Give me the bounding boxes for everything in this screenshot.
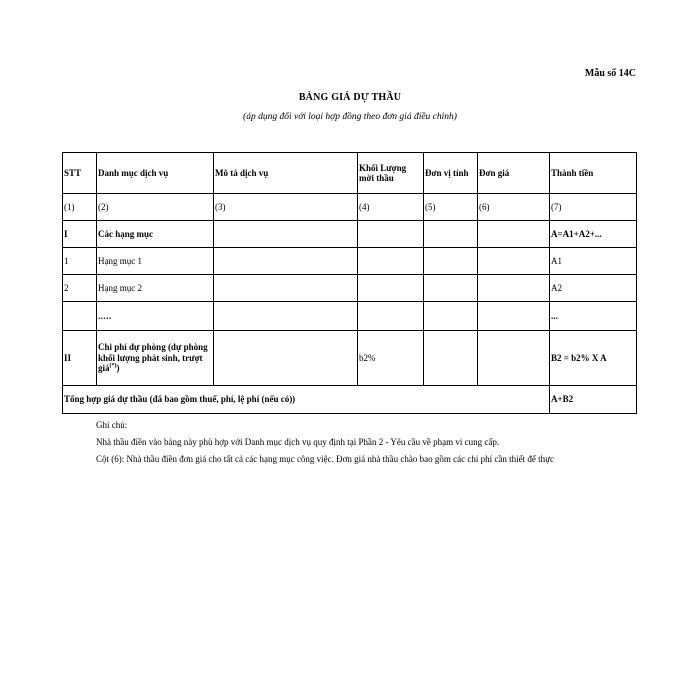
column-header: Khối Lượng mời thầu bbox=[358, 153, 424, 194]
document-title: BẢNG GIÁ DỰ THẦU bbox=[298, 92, 402, 103]
column-number: (7) bbox=[550, 194, 637, 221]
column-number: (5) bbox=[424, 194, 478, 221]
cell-stt: II bbox=[63, 331, 97, 386]
cell-stt: 1 bbox=[63, 248, 97, 275]
cell-name: Hạng mục 1 bbox=[97, 248, 214, 275]
table-header-row bbox=[63, 153, 637, 194]
cell-total: A=A1+A2+... bbox=[550, 221, 637, 248]
column-number: (2) bbox=[97, 194, 214, 221]
cell-name bbox=[97, 331, 214, 386]
column-number: (1) bbox=[63, 194, 97, 221]
cell-desc bbox=[214, 221, 358, 248]
column-header: Đơn vị tính bbox=[424, 153, 478, 194]
cell-price bbox=[478, 331, 550, 386]
cell-total: ... bbox=[550, 302, 637, 331]
cell-unit bbox=[424, 275, 478, 302]
cell-stt bbox=[63, 302, 97, 331]
note-line: Cột (6): Nhà thầu điền đơn giá cho tất cả các hạng mục công việc. Đơn giá nhà thầu chào bao gồm các chi phí cần thiết để thực bbox=[96, 454, 554, 464]
cell-desc bbox=[214, 275, 358, 302]
notes-heading: Ghi chú: bbox=[96, 420, 128, 430]
cell-stt: I bbox=[63, 221, 97, 248]
cell-price bbox=[478, 221, 550, 248]
column-header: Đơn giá bbox=[478, 153, 550, 194]
cell-unit bbox=[424, 331, 478, 386]
contingency-label-close: ) bbox=[116, 363, 120, 374]
cell-qty bbox=[358, 275, 424, 302]
cell-price bbox=[478, 248, 550, 275]
column-header: Mô tả dịch vụ bbox=[214, 153, 358, 194]
cell-name: Các hạng mục bbox=[97, 221, 214, 248]
column-header: Danh mục dịch vụ bbox=[97, 153, 214, 194]
column-header: Thành tiền bbox=[550, 153, 637, 194]
column-number: (6) bbox=[478, 194, 550, 221]
cell-total: A2 bbox=[550, 275, 637, 302]
cell-qty bbox=[358, 302, 424, 331]
table-row bbox=[63, 331, 637, 386]
cell-desc bbox=[214, 248, 358, 275]
footnote-mark: (*) bbox=[109, 363, 117, 370]
contingency-label: Chi phí dự phòng (dự phòng khối lượng phát sinh, trượt giá bbox=[98, 342, 208, 374]
cell-unit bbox=[424, 221, 478, 248]
summary-row bbox=[63, 386, 637, 414]
table-row bbox=[63, 221, 637, 248]
summary-total: A+B2 bbox=[550, 386, 637, 414]
table-row bbox=[63, 275, 637, 302]
form-number: Mẫu số 14C bbox=[584, 68, 636, 79]
cell-price bbox=[478, 275, 550, 302]
cell-total: A1 bbox=[550, 248, 637, 275]
document-subtitle: (áp dụng đối với loại hợp đồng theo đơn giá điều chỉnh) bbox=[243, 112, 457, 122]
bid-price-table bbox=[62, 152, 637, 414]
column-number: (3) bbox=[214, 194, 358, 221]
cell-qty bbox=[358, 248, 424, 275]
column-header: STT bbox=[63, 153, 97, 194]
cell-stt: 2 bbox=[63, 275, 97, 302]
column-number: (4) bbox=[358, 194, 424, 221]
cell-unit bbox=[424, 248, 478, 275]
notes-section bbox=[96, 417, 656, 468]
cell-name: Hạng mục 2 bbox=[97, 275, 214, 302]
cell-qty bbox=[358, 221, 424, 248]
cell-qty: b2% bbox=[358, 331, 424, 386]
cell-desc bbox=[214, 331, 358, 386]
summary-label: Tổng hợp giá dự thầu (đã bao gồm thuế, phí, lệ phí (nếu có)) bbox=[63, 386, 550, 414]
cell-unit bbox=[424, 302, 478, 331]
column-number-row bbox=[63, 194, 637, 221]
cell-name: ..... bbox=[97, 302, 214, 331]
cell-total: B2 = b2% X A bbox=[550, 331, 637, 386]
table-row bbox=[63, 248, 637, 275]
note-line: Nhà thầu điền vào bảng này phù hợp với Danh mục dịch vụ quy định tại Phần 2 - Yêu cầu về phạm vi cung cấp. bbox=[96, 437, 500, 447]
cell-price bbox=[478, 302, 550, 331]
table-row bbox=[63, 302, 637, 331]
cell-desc bbox=[214, 302, 358, 331]
